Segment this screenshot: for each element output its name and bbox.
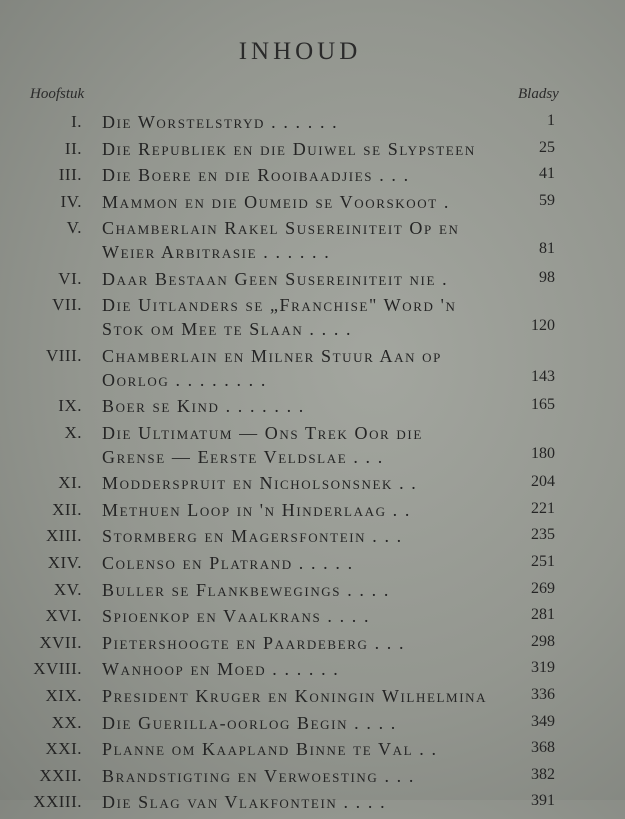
- chapter-title: Spioenkop en Vaalkrans . . . .: [102, 606, 371, 627]
- chapter-number: XVIII.: [33, 659, 82, 679]
- page-number: 319: [531, 659, 555, 677]
- page-number: 143: [531, 367, 555, 385]
- chapter-title: Wanhoop en Moed . . . . . .: [102, 659, 340, 680]
- page-number: 281: [531, 606, 555, 624]
- chapter-title: Stormberg en Magersfontein . . .: [102, 526, 403, 547]
- chapter-number: XIX.: [45, 686, 82, 705]
- chapter-number: XI.: [58, 473, 82, 493]
- chapter-number: XXIII.: [33, 792, 82, 812]
- chapter-number: XIII.: [45, 526, 82, 546]
- page-number: 349: [531, 712, 555, 730]
- toc-entry: [0, 192, 625, 219]
- chapter-number: II.: [64, 138, 82, 158]
- chapter-title: Buller se Flankbewegings . . . .: [102, 579, 390, 600]
- chapter-title: Mammon en die Oumeid se Voorskoot .: [102, 191, 451, 212]
- chapter-number: XVII.: [39, 632, 82, 652]
- page-title: INHOUD: [238, 38, 362, 65]
- page-number: 269: [531, 579, 555, 597]
- chapter-number: XVI.: [45, 606, 82, 626]
- toc-entry: [0, 633, 625, 660]
- chapter-number: VI.: [58, 268, 82, 288]
- toc-entry: [0, 165, 625, 192]
- toc-entry: [0, 659, 625, 686]
- chapter-column-header: Hoofstuk: [30, 86, 85, 102]
- page-number: 180: [531, 444, 555, 462]
- chapter-title-continued: Oorlog . . . . . . . .: [102, 369, 267, 390]
- toc-entry: [0, 792, 625, 819]
- chapter-title: Daar Bestaan Geen Susereiniteit nie .: [102, 268, 449, 289]
- chapter-title: Die Guerilla-oorlog Begin . . . .: [102, 712, 397, 733]
- chapter-title: Chamberlain en Milner Stuur Aan op: [102, 345, 442, 366]
- chapter-title: Die Ultimatum — Ons Trek Oor die: [102, 422, 423, 443]
- page-number: 120: [531, 317, 555, 335]
- chapter-title: Die Slag van Vlakfontein . . . .: [102, 792, 387, 813]
- chapter-title-continued: Grense — Eerste Veldslae . . .: [102, 446, 384, 467]
- chapter-number: III.: [58, 165, 82, 185]
- page-number: 298: [531, 632, 555, 650]
- chapter-number: VII.: [52, 295, 82, 315]
- chapter-number: VIII.: [45, 345, 82, 365]
- toc-entry: [0, 346, 625, 396]
- toc-entry: [0, 269, 625, 296]
- toc-entry: [0, 606, 625, 633]
- toc-entry: [0, 526, 625, 553]
- chapter-title: Die Uitlanders se „Franchise" Word 'n: [102, 295, 457, 316]
- page-number: 368: [531, 739, 555, 757]
- page-number: 251: [531, 553, 555, 570]
- chapter-number: XV.: [53, 579, 82, 599]
- toc-entry: [0, 500, 625, 527]
- chapter-number: XIV.: [47, 553, 82, 572]
- chapter-number: XII.: [52, 499, 82, 519]
- chapter-title: Pietershoogte en Paardeberg . . .: [102, 632, 406, 653]
- chapter-title: Brandstigting en Verwoesting . . .: [102, 765, 415, 786]
- page-column-header: Bladsy: [518, 86, 559, 102]
- page-number: 1: [547, 112, 555, 129]
- chapter-title: President Kruger en Koningin Wilhelmina: [102, 686, 488, 706]
- toc-entry: [0, 739, 625, 766]
- toc-entry: [0, 473, 625, 500]
- toc-entry: [0, 686, 625, 713]
- page-number: 336: [531, 686, 555, 703]
- page-number: 204: [531, 473, 555, 491]
- toc-entry: [0, 396, 625, 423]
- toc-entry: [0, 295, 625, 345]
- chapter-number: X.: [64, 422, 82, 442]
- chapter-title: Chamberlain Rakel Susereiniteit Op en: [102, 218, 460, 239]
- page-number: 59: [539, 191, 555, 209]
- chapter-title-continued: Weier Arbitrasie . . . . . .: [102, 242, 331, 263]
- chapter-title: Die Boere en die Rooibaadjies . . .: [102, 165, 410, 186]
- page-number: 235: [531, 526, 555, 544]
- page-number: 98: [539, 268, 555, 286]
- page-number: 165: [531, 396, 555, 414]
- chapter-number: IX.: [58, 396, 82, 416]
- page-number: 382: [531, 765, 555, 783]
- chapter-number: V.: [66, 218, 82, 238]
- page-number: 25: [539, 138, 555, 156]
- page-number: 221: [531, 499, 555, 517]
- chapter-title: Modderspruit en Nicholsonsnek . .: [102, 473, 418, 494]
- chapter-number: XX.: [51, 712, 82, 732]
- page-number: 391: [531, 792, 555, 810]
- toc-entry: [0, 112, 625, 139]
- toc-entry: [0, 218, 625, 268]
- chapter-number: I.: [71, 112, 82, 131]
- toc-entry: [0, 553, 625, 580]
- toc-entry: [0, 580, 625, 607]
- chapter-number: XXI.: [45, 739, 82, 759]
- chapter-title: Die Republiek en die Duiwel se Slypsteen: [102, 138, 476, 159]
- chapter-title: Planne om Kaapland Binne te Val . .: [102, 739, 438, 760]
- toc-entry: [0, 766, 625, 793]
- chapter-title: Methuen Loop in 'n Hinderlaag . .: [102, 499, 411, 520]
- chapter-title: Boer se Kind . . . . . . .: [102, 396, 305, 417]
- toc-entry: [0, 139, 625, 166]
- chapter-title-continued: Stok om Mee te Slaan . . . .: [102, 319, 353, 340]
- chapter-title: Colenso en Platrand . . . . .: [102, 553, 354, 573]
- chapter-title: Die Worstelstryd . . . . . .: [102, 112, 339, 132]
- toc-entry: [0, 713, 625, 740]
- page-number: 81: [539, 240, 555, 258]
- toc-entry: [0, 423, 625, 473]
- chapter-number: XXII.: [39, 765, 82, 785]
- chapter-number: IV.: [60, 191, 82, 211]
- page-number: 41: [539, 165, 555, 183]
